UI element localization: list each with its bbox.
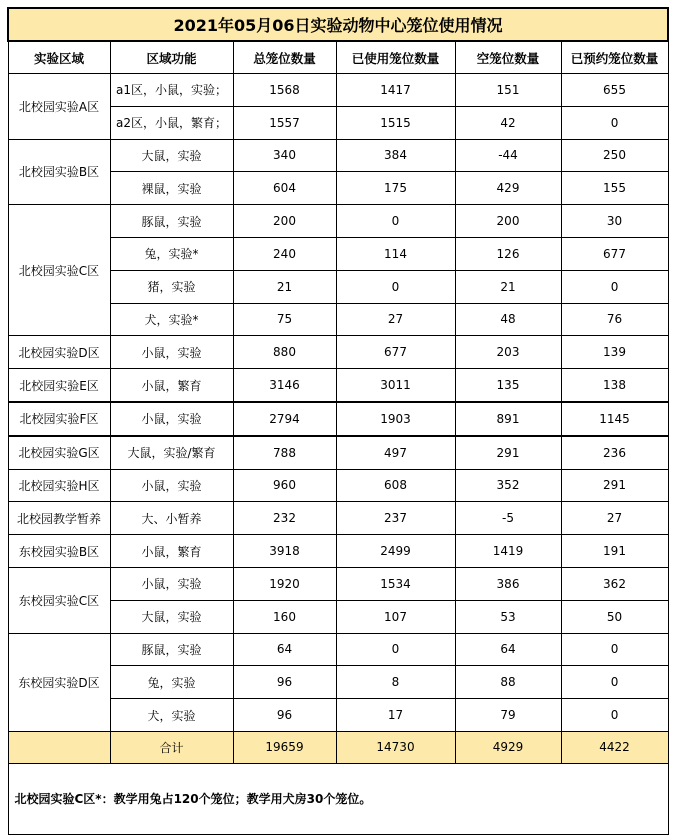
total-reserved: 4422 <box>561 731 668 763</box>
total-cell: 240 <box>233 237 336 270</box>
reserved-cell: 655 <box>561 74 668 107</box>
total-empty: 4929 <box>455 731 561 763</box>
reserved-cell: 191 <box>561 535 668 568</box>
total-cell: 2794 <box>233 402 336 436</box>
empty-cell: 64 <box>455 633 561 666</box>
used-cell: 107 <box>336 600 455 633</box>
total-cell: 3918 <box>233 535 336 568</box>
table-row <box>8 336 668 369</box>
total-cell: 96 <box>233 666 336 699</box>
note-row <box>8 763 668 834</box>
used-cell: 175 <box>336 172 455 205</box>
header-function: 区域功能 <box>110 41 233 74</box>
table-row <box>8 402 668 436</box>
empty-cell: 1419 <box>455 535 561 568</box>
empty-cell: 79 <box>455 699 561 732</box>
area-cell: 东校园实验C区 <box>8 567 110 633</box>
total-cell: 75 <box>233 303 336 336</box>
reserved-cell: 677 <box>561 237 668 270</box>
function-cell: a1区，小鼠，实验； <box>110 74 233 107</box>
total-label: 合计 <box>110 731 233 763</box>
empty-cell: 126 <box>455 237 561 270</box>
function-cell: 小鼠，实验 <box>110 567 233 600</box>
function-cell: 裸鼠，实验 <box>110 172 233 205</box>
function-cell: 小鼠，繁育 <box>110 535 233 568</box>
table-row <box>8 205 668 238</box>
empty-cell: -5 <box>455 502 561 535</box>
reserved-cell: 139 <box>561 336 668 369</box>
used-cell: 1515 <box>336 106 455 139</box>
used-cell: 497 <box>336 436 455 469</box>
used-cell: 1417 <box>336 74 455 107</box>
used-cell: 114 <box>336 237 455 270</box>
used-cell: 384 <box>336 139 455 172</box>
table-row <box>8 436 668 469</box>
total-cell: 788 <box>233 436 336 469</box>
empty-cell: 135 <box>455 369 561 402</box>
used-cell: 237 <box>336 502 455 535</box>
empty-cell: 203 <box>455 336 561 369</box>
total-cell: 960 <box>233 469 336 502</box>
total-cell: 604 <box>233 172 336 205</box>
area-cell: 北校园实验A区 <box>8 74 110 140</box>
function-cell: 小鼠，实验 <box>110 469 233 502</box>
area-cell: 北校园教学暂养 <box>8 502 110 535</box>
reserved-cell: 250 <box>561 139 668 172</box>
reserved-cell: 50 <box>561 600 668 633</box>
function-cell: 犬，实验* <box>110 303 233 336</box>
area-cell: 东校园实验D区 <box>8 633 110 731</box>
table-title: 2021年05月06日实验动物中心笼位使用情况 <box>8 8 668 41</box>
function-cell: 兔，实验 <box>110 666 233 699</box>
total-cell: 340 <box>233 139 336 172</box>
table-row <box>8 535 668 568</box>
used-cell: 1903 <box>336 402 455 436</box>
area-cell: 北校园实验F区 <box>8 402 110 436</box>
empty-cell: -44 <box>455 139 561 172</box>
total-cell: 21 <box>233 270 336 303</box>
cage-usage-table <box>7 7 669 835</box>
used-cell: 677 <box>336 336 455 369</box>
function-cell: a2区，小鼠，繁育； <box>110 106 233 139</box>
used-cell: 17 <box>336 699 455 732</box>
empty-cell: 88 <box>455 666 561 699</box>
header-reserved: 已预约笼位数量 <box>561 41 668 74</box>
total-cages: 19659 <box>233 731 336 763</box>
reserved-cell: 138 <box>561 369 668 402</box>
empty-cell: 48 <box>455 303 561 336</box>
total-row <box>8 731 668 763</box>
function-cell: 大、小暂养 <box>110 502 233 535</box>
total-cell: 232 <box>233 502 336 535</box>
function-cell: 犬，实验 <box>110 699 233 732</box>
used-cell: 608 <box>336 469 455 502</box>
empty-cell: 42 <box>455 106 561 139</box>
table-row <box>8 502 668 535</box>
total-cell: 96 <box>233 699 336 732</box>
empty-cell: 429 <box>455 172 561 205</box>
reserved-cell: 0 <box>561 633 668 666</box>
area-cell: 东校园实验B区 <box>8 535 110 568</box>
total-cell: 880 <box>233 336 336 369</box>
function-cell: 大鼠，实验 <box>110 600 233 633</box>
area-cell: 北校园实验G区 <box>8 436 110 469</box>
used-cell: 0 <box>336 633 455 666</box>
table-row <box>8 567 668 600</box>
report-container <box>7 7 667 835</box>
table-body <box>8 74 668 732</box>
reserved-cell: 27 <box>561 502 668 535</box>
function-cell: 大鼠，实验/繁育 <box>110 436 233 469</box>
function-cell: 小鼠，繁育 <box>110 369 233 402</box>
table-row <box>8 139 668 172</box>
total-cell: 200 <box>233 205 336 238</box>
reserved-cell: 0 <box>561 270 668 303</box>
used-cell: 3011 <box>336 369 455 402</box>
area-cell: 北校园实验H区 <box>8 469 110 502</box>
header-row <box>8 41 668 74</box>
used-cell: 1534 <box>336 567 455 600</box>
reserved-cell: 1145 <box>561 402 668 436</box>
function-cell: 小鼠，实验 <box>110 336 233 369</box>
area-cell: 北校园实验B区 <box>8 139 110 205</box>
reserved-cell: 236 <box>561 436 668 469</box>
table-row <box>8 369 668 402</box>
function-cell: 小鼠，实验 <box>110 402 233 436</box>
empty-cell: 352 <box>455 469 561 502</box>
total-used: 14730 <box>336 731 455 763</box>
total-cell: 64 <box>233 633 336 666</box>
empty-cell: 891 <box>455 402 561 436</box>
empty-cell: 21 <box>455 270 561 303</box>
empty-cell: 151 <box>455 74 561 107</box>
area-cell: 北校园实验C区 <box>8 205 110 336</box>
header-empty: 空笼位数量 <box>455 41 561 74</box>
reserved-cell: 0 <box>561 666 668 699</box>
reserved-cell: 362 <box>561 567 668 600</box>
total-cell: 1568 <box>233 74 336 107</box>
total-spacer <box>8 731 110 763</box>
total-cell: 1557 <box>233 106 336 139</box>
used-cell: 0 <box>336 270 455 303</box>
empty-cell: 291 <box>455 436 561 469</box>
empty-cell: 53 <box>455 600 561 633</box>
used-cell: 27 <box>336 303 455 336</box>
empty-cell: 200 <box>455 205 561 238</box>
footnote: 北校园实验C区*：教学用兔占120个笼位；教学用犬房30个笼位。 <box>8 763 668 834</box>
reserved-cell: 30 <box>561 205 668 238</box>
header-total: 总笼位数量 <box>233 41 336 74</box>
reserved-cell: 0 <box>561 699 668 732</box>
area-cell: 北校园实验E区 <box>8 369 110 402</box>
function-cell: 豚鼠，实验 <box>110 205 233 238</box>
empty-cell: 386 <box>455 567 561 600</box>
table-row <box>8 74 668 107</box>
used-cell: 0 <box>336 205 455 238</box>
table-row <box>8 469 668 502</box>
reserved-cell: 76 <box>561 303 668 336</box>
header-used: 已使用笼位数量 <box>336 41 455 74</box>
reserved-cell: 155 <box>561 172 668 205</box>
function-cell: 猪，实验 <box>110 270 233 303</box>
header-area: 实验区域 <box>8 41 110 74</box>
function-cell: 大鼠，实验 <box>110 139 233 172</box>
total-cell: 160 <box>233 600 336 633</box>
used-cell: 8 <box>336 666 455 699</box>
used-cell: 2499 <box>336 535 455 568</box>
total-cell: 3146 <box>233 369 336 402</box>
table-row <box>8 633 668 666</box>
total-cell: 1920 <box>233 567 336 600</box>
function-cell: 兔，实验* <box>110 237 233 270</box>
function-cell: 豚鼠，实验 <box>110 633 233 666</box>
reserved-cell: 291 <box>561 469 668 502</box>
area-cell: 北校园实验D区 <box>8 336 110 369</box>
reserved-cell: 0 <box>561 106 668 139</box>
